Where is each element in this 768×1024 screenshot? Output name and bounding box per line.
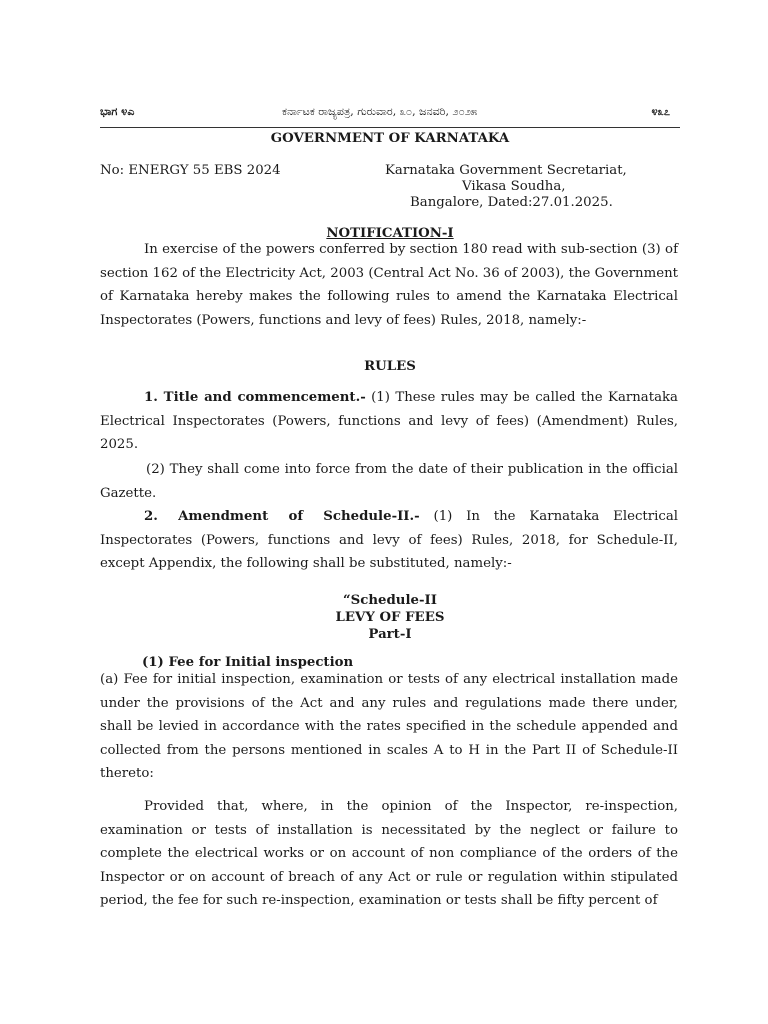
- proviso-paragraph: Provided that, where, in the opinion of the Inspector, re-inspection, examination or tests of installation is necessitated by the neglect or failure to complete the electrical works or on account of non compliance of the orders of the Inspector or on account of breach of any Act or rule or regulation within stipulated period, the fee for such re-inspection, examination or tests shall be fifty percent of: [100, 799, 678, 909]
- schedule-subtitle: LEVY OF FEES: [335, 610, 445, 625]
- rule-1-paragraph: [100, 386, 678, 457]
- notification-number: No: ENERGY 55 EBS 2024: [100, 163, 281, 178]
- schedule-title: “Schedule-II: [343, 593, 437, 608]
- rule-1-text: (1) These rules may be called the Karnataka Electrical Inspectorates (Powers, functions and levy of fees) (Amendment) Rules, 2025.: [100, 390, 678, 453]
- address-line-2: Vikasa Soudha,: [462, 179, 566, 194]
- rules-heading: RULES: [364, 359, 416, 374]
- address-line-3: Bangalore, Dated:27.01.2025.: [410, 195, 613, 210]
- rule-2-text: (1) In the Karnataka Electrical Inspectorates (Powers, functions and levy of fees) Rules, 2018, for Schedule-II, except Appendix, the following shall be substituted, namely:-: [100, 509, 678, 572]
- notification-title: NOTIFICATION-I: [326, 226, 454, 241]
- address-line-1: Karnataka Government Secretariat,: [385, 163, 627, 178]
- page-header: [100, 105, 680, 125]
- rule-1-sub-2-paragraph: (2) They shall come into force from the date of their publication in the official Gazette.: [100, 462, 678, 501]
- fee-heading: (1) Fee for Initial inspection: [142, 655, 354, 670]
- header-page-number: ೪೩೭: [651, 105, 670, 118]
- rule-1-label: 1. Title and commencement.-: [144, 390, 366, 405]
- schedule-part: Part-I: [368, 627, 412, 642]
- header-divider: [100, 127, 680, 128]
- preamble-paragraph: In exercise of the powers conferred by section 180 read with sub-section (3) of section 162 of the Electricity Act, 2003 (Central Act No. 36 of 2003), the Government of Karnataka hereby makes the following rules to amend the Karnataka Electrical Inspectorates (Powers, functions and levy of fees) Rules, 2018, namely:-: [100, 242, 678, 328]
- rule-2-paragraph: [100, 505, 678, 576]
- header-part: ಭಾಗ ೪ಎ: [100, 105, 135, 118]
- government-title: GOVERNMENT OF KARNATAKA: [270, 131, 510, 146]
- rule-2-label: 2. Amendment of Schedule-II.-: [144, 509, 420, 524]
- header-gazette-title: ಕರ್ನಾಟಕ ರಾಜ್ಯಪತ್ರ, ಗುರುವಾರ, ೩೦, ಜನವರಿ, ೨೦೨೫: [282, 105, 478, 118]
- fee-paragraph-a: (a) Fee for initial inspection, examination or tests of any electrical installation made under the provisions of the Act and any rules and regulations made there under, shall be levied in accordance with the rates specified in the schedule appended and collected from the persons mentioned in scales A to H in the Part II of Schedule-II thereto:: [100, 672, 678, 782]
